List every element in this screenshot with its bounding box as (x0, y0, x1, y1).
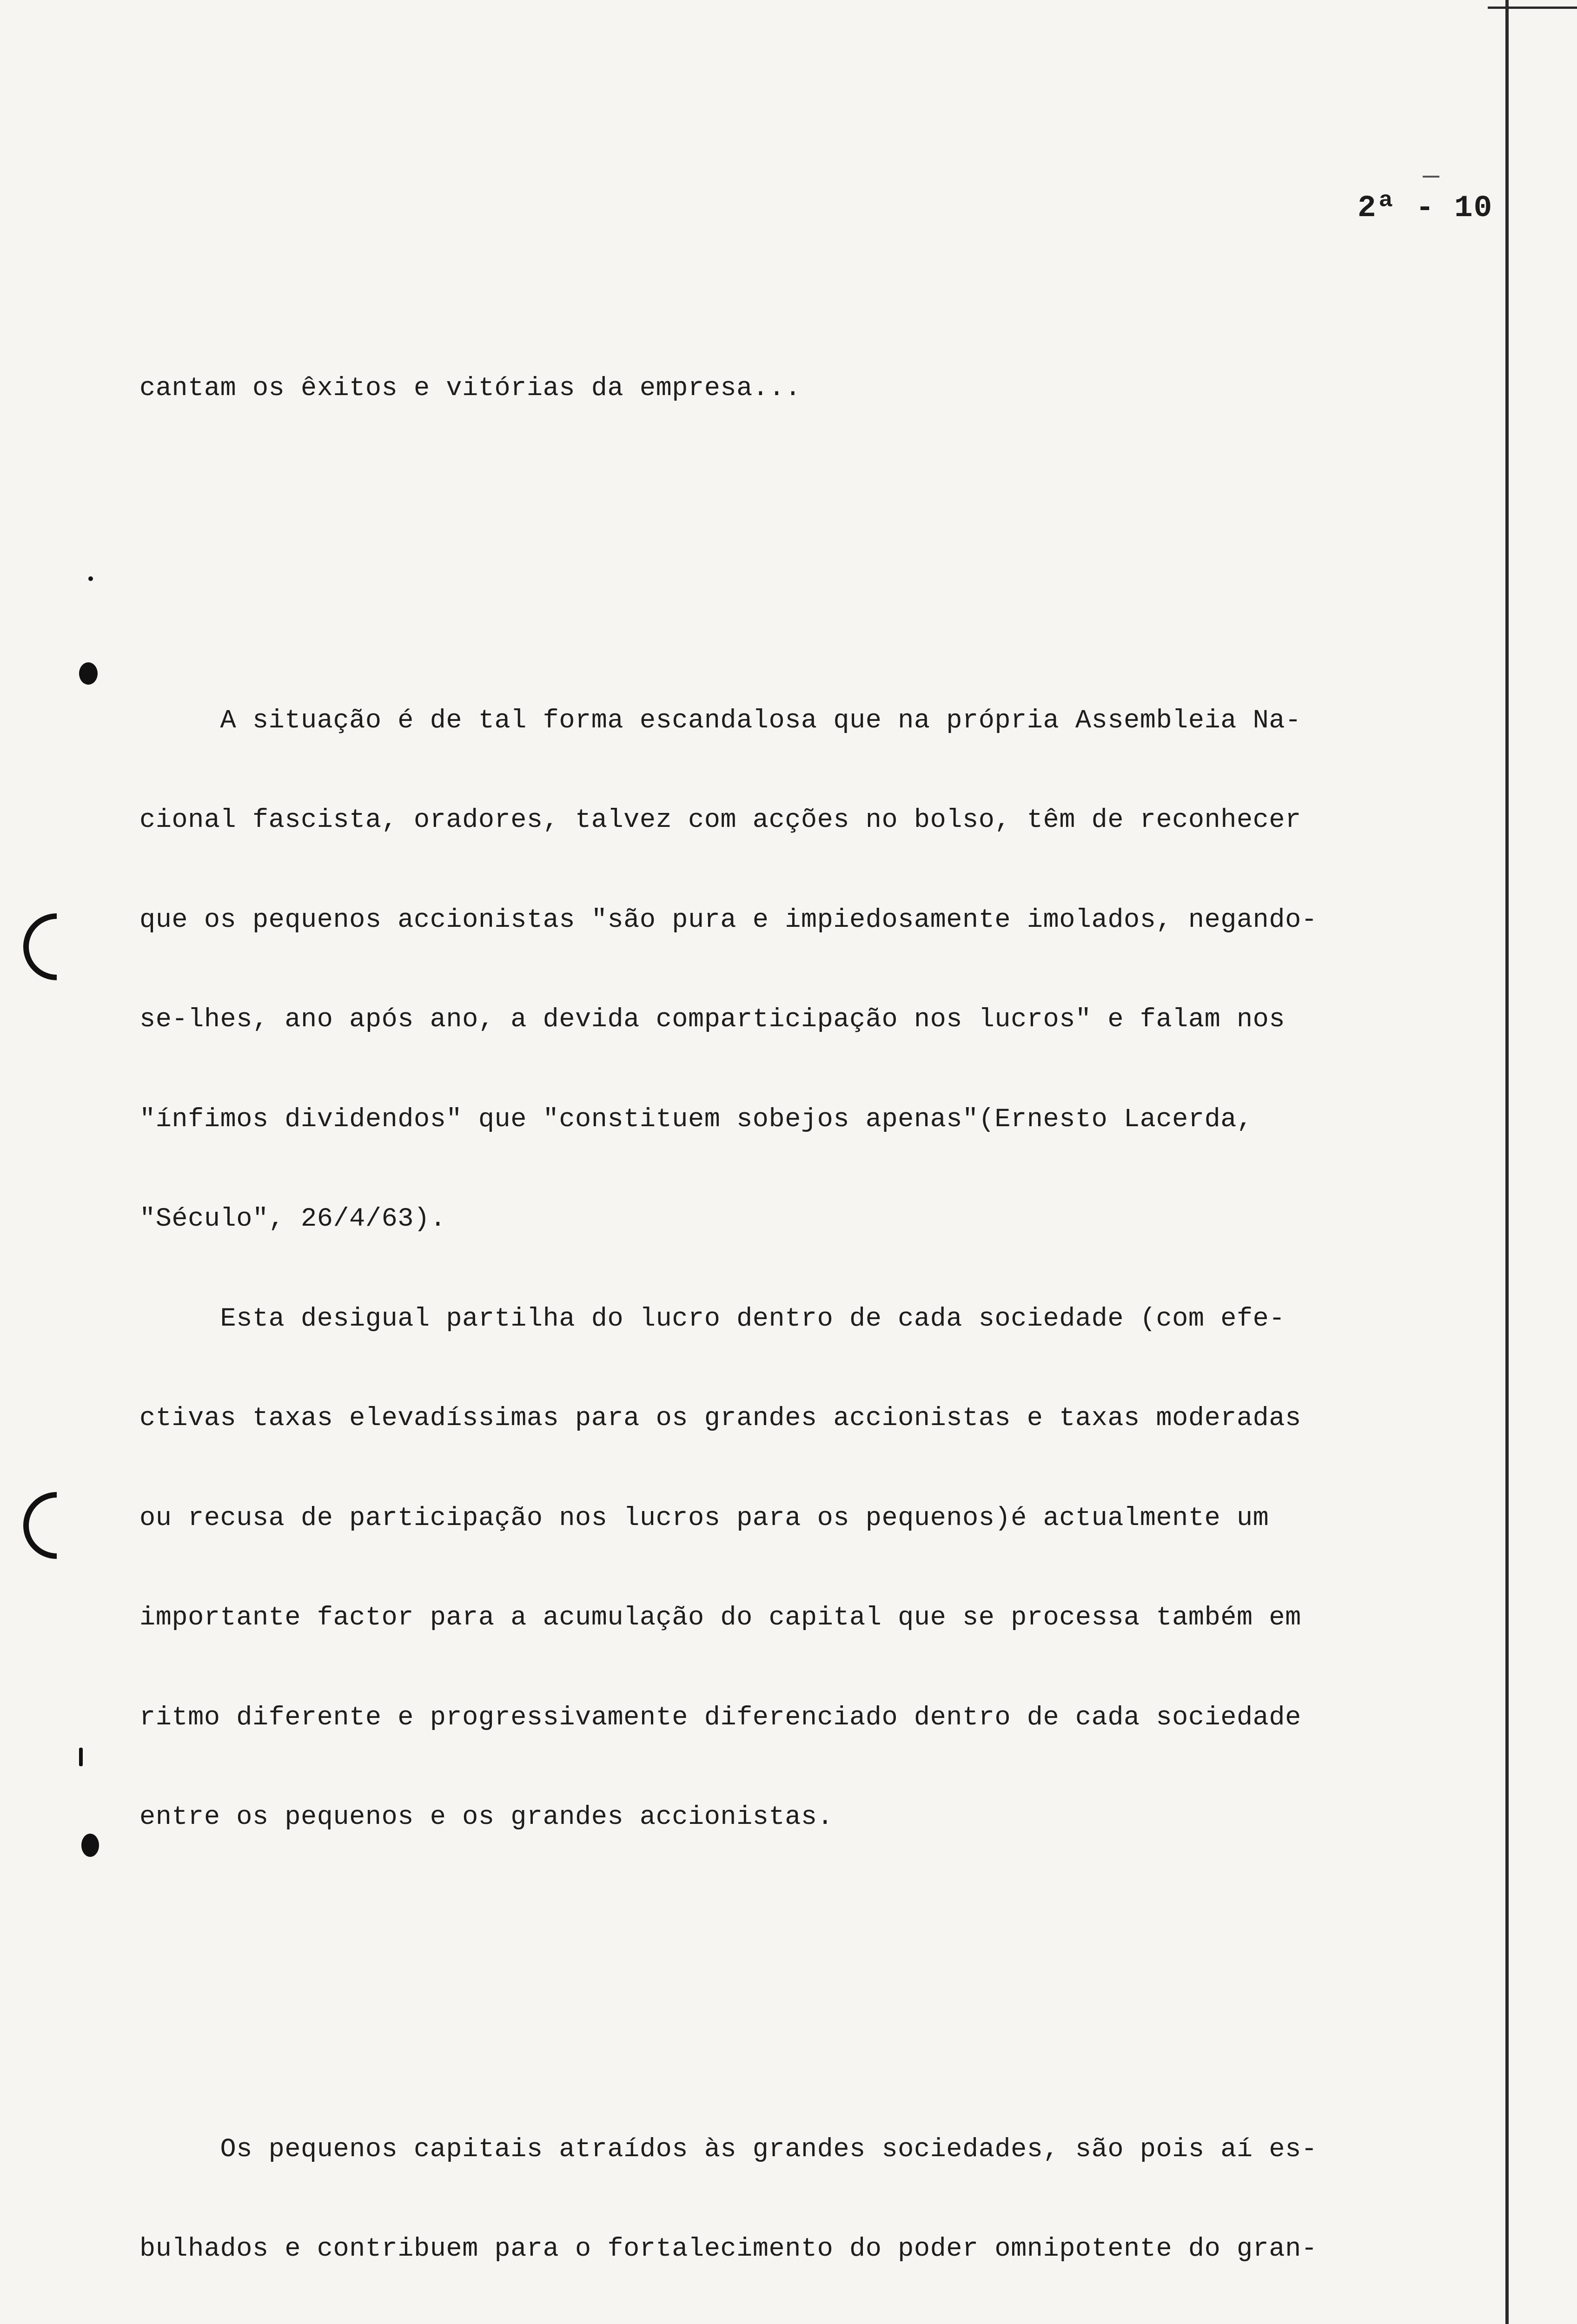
paragraph-1 (139, 306, 1504, 472)
ink-mark (79, 1748, 83, 1766)
text-line: Os pequenos capitais atraídos às grandes sociedades, são pois aí es- (139, 2134, 1318, 2165)
text-line: "ínfimos dividendos" que "constituem sobejos apenas"(Ernesto Lacerda, (139, 1104, 1253, 1135)
text-line: entre os pequenos e os grandes accionistas. (139, 1802, 834, 1832)
page-number-mark (1423, 176, 1439, 178)
ink-mark (79, 662, 98, 685)
text-line: bulhados e contribuem para o fortalecimento do poder omnipotente do gran- (139, 2234, 1318, 2264)
text-line: se-lhes, ano após ano, a devida comparticipação nos lucros" e falam nos (139, 1005, 1285, 1035)
text-line: Esta desigual partilha do lucro dentro de cada sociedade (com efe- (139, 1304, 1285, 1334)
punch-hole (9, 1478, 104, 1573)
typed-text-body (139, 239, 1504, 2324)
text-line: ritmo diferente e progressivamente diferenciado dentro de cada sociedade (139, 1703, 1301, 1733)
text-line: ctivas taxas elevadíssimas para os grandes accionistas e taxas moderadas (139, 1404, 1301, 1433)
page-edge-corner-line (1488, 7, 1577, 9)
text-line: ou recusa de participação nos lucros para os pequenos)é actualmente um (139, 1503, 1269, 1533)
ink-mark (88, 576, 93, 581)
text-line: importante factor para a acumulação do capital que se processa também em (139, 1603, 1301, 1633)
text-line: que os pequenos accionistas "são pura e impiedosamente imolados, negando- (139, 905, 1318, 935)
page-edge-line (1505, 0, 1509, 2324)
paragraph-2 (139, 638, 1504, 1901)
punch-hole (9, 899, 104, 994)
paragraph-3 (139, 2067, 1504, 2324)
text-line: A situação é de tal forma escandalosa que na própria Assembleia Na- (139, 706, 1301, 736)
text-line: cantam os êxitos e vitórias da empresa... (139, 374, 801, 403)
text-line: "Século", 26/4/63). (139, 1204, 446, 1234)
ink-mark (81, 1834, 99, 1857)
text-line: cional fascista, oradores, talvez com acções no bolso, têm de reconhecer (139, 805, 1301, 835)
page-number: 2ª - 10 (1358, 191, 1493, 225)
